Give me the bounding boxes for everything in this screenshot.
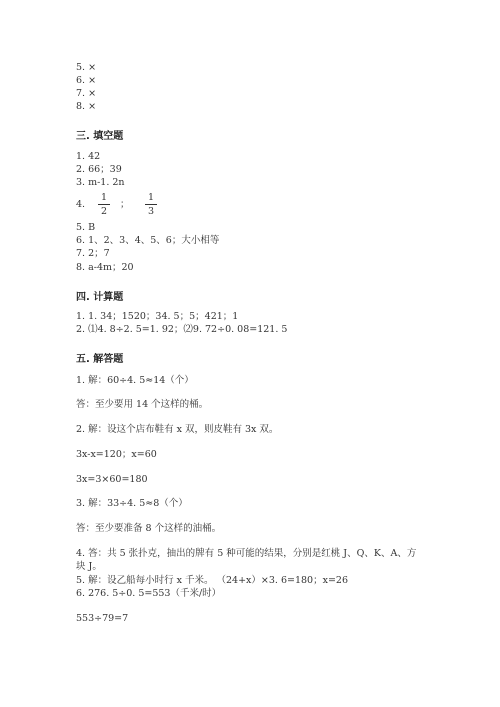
fraction-bar xyxy=(98,204,110,205)
section-title-calculation: 四. 计算题 xyxy=(76,292,124,303)
fraction-numerator: 1 xyxy=(147,192,155,203)
calc-answer-2: 2. ⑴4. 8÷2. 5=1. 92；⑵9. 72÷0. 08=121. 5 xyxy=(76,324,288,335)
section-title-fill-blank: 三. 填空题 xyxy=(76,131,124,142)
fill-answer-5: 5. B xyxy=(76,222,96,233)
solution-2: 2. 解：设这个店布鞋有 x 双，则皮鞋有 3x 双。 xyxy=(76,424,279,435)
fraction-denominator: 2 xyxy=(100,206,108,217)
fill-answer-4-prefix: 4. xyxy=(76,199,86,210)
solution-3-answer: 答：至少要准备 8 个这样的油桶。 xyxy=(76,523,222,534)
solution-4: 4. 答：共 5 张扑克，抽出的牌有 5 种可能的结果，分别是红桃 J、Q、K、A、方 xyxy=(76,548,417,559)
judge-answer-7: 7. × xyxy=(76,88,97,99)
solution-6: 6. 276. 5÷0. 5=553（千米/时） xyxy=(76,588,222,599)
solution-6-continued: 553÷79=7 xyxy=(76,613,129,624)
judge-answer-8: 8. × xyxy=(76,101,97,112)
solution-1-answer: 答：至少要用 14 个这样的桶。 xyxy=(76,399,209,410)
fraction-numerator: 1 xyxy=(100,192,108,203)
calc-answer-1: 1. 1. 34；1520；34. 5；5；421；1 xyxy=(76,311,239,322)
fill-answer-2: 2. 66；39 xyxy=(76,164,122,175)
fraction-denominator: 3 xyxy=(147,206,155,217)
fill-answer-6: 6. 1、2、3、4、5、6；大小相等 xyxy=(76,235,220,246)
fill-answer-3: 3. m-1. 2n xyxy=(76,177,125,188)
solution-4-continued: 块 J。 xyxy=(76,561,102,572)
fill-answer-4-separator: ； xyxy=(120,199,130,210)
solution-2-equation: 3x-x=120；x=60 xyxy=(76,449,157,460)
solution-2-result: 3x=3×60=180 xyxy=(76,474,148,485)
fraction-one-half xyxy=(98,192,110,217)
judge-answer-5: 5. × xyxy=(76,62,97,73)
section-title-solutions: 五. 解答题 xyxy=(76,354,124,365)
solution-3: 3. 解：33÷4. 5≈8（个） xyxy=(76,498,188,509)
fill-answer-8: 8. a-4m；20 xyxy=(76,262,134,273)
judge-answer-6: 6. × xyxy=(76,75,97,86)
fraction-bar xyxy=(145,204,157,205)
fraction-one-third xyxy=(145,192,157,217)
solution-1: 1. 解：60÷4. 5≈14（个） xyxy=(76,375,194,386)
fill-answer-7: 7. 2；7 xyxy=(76,248,110,259)
fill-answer-1: 1. 42 xyxy=(76,151,101,162)
solution-5: 5. 解：设乙船每小时行 x 千米。 （24+x）×3. 6=180；x=26 xyxy=(76,575,348,586)
